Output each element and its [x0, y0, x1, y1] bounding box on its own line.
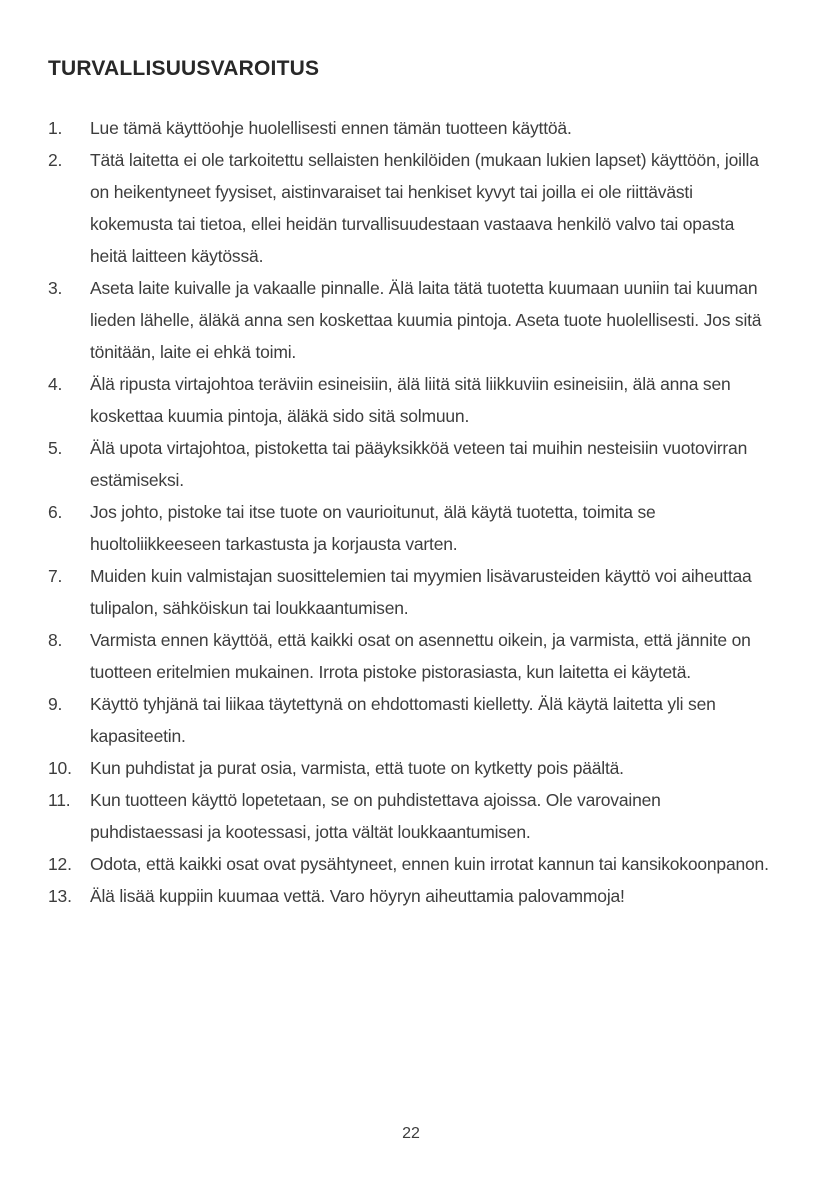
- list-item: [48, 368, 774, 432]
- list-item: [48, 432, 774, 496]
- list-item-text: Muiden kuin valmistajan suosittelemien tai myymien lisävarusteiden käyttö voi aiheuttaa tulipalon, sähköiskun tai loukkaantumisen.: [90, 566, 752, 618]
- list-item: [48, 560, 774, 624]
- page-title: TURVALLISUUSVAROITUS: [48, 57, 320, 80]
- list-item-number: 10.: [48, 758, 72, 778]
- safety-warning-list: [48, 112, 774, 912]
- page-content: [48, 56, 774, 912]
- list-item-text: Varmista ennen käyttöä, että kaikki osat on asennettu oikein, ja varmista, että jännite on tuotteen eritelmien mukainen. Irrota pistoke pistorasiasta, kun laitetta ei käytetä.: [90, 630, 751, 682]
- list-item: [48, 784, 774, 848]
- list-item: [48, 496, 774, 560]
- list-item-number: 11.: [48, 790, 71, 810]
- list-item-text: Älä ripusta virtajohtoa teräviin esineisiin, älä liitä sitä liikkuviin esineisiin, älä anna sen koskettaa kuumia pintoja, äläkä sido sitä solmuun.: [90, 374, 731, 426]
- list-item: [48, 112, 774, 144]
- list-item-number: 3.: [48, 278, 63, 298]
- list-item-text: Älä upota virtajohtoa, pistoketta tai pääyksikköä veteen tai muihin nesteisiin vuotovirran estämiseksi.: [90, 438, 748, 490]
- list-item: [48, 688, 774, 752]
- list-item-number: 2.: [48, 150, 63, 170]
- list-item-number: 1.: [48, 118, 63, 138]
- list-item-text: Kun puhdistat ja purat osia, varmista, että tuote on kytketty pois päältä.: [90, 758, 624, 778]
- list-item-text: Kun tuotteen käyttö lopetetaan, se on puhdistettava ajoissa. Ole varovainen puhdistaessasi ja kootessasi, jotta vältät loukkaantumisen.: [90, 790, 661, 842]
- list-item-number: 13.: [48, 886, 72, 906]
- list-item: [48, 624, 774, 688]
- list-item-text: Lue tämä käyttöohje huolellisesti ennen tämän tuotteen käyttöä.: [90, 118, 572, 138]
- list-item-text: Käyttö tyhjänä tai liikaa täytettynä on ehdottomasti kielletty. Älä käytä laitetta yli sen kapasiteetin.: [90, 694, 716, 746]
- list-item: [48, 752, 774, 784]
- list-item: [48, 848, 774, 880]
- list-item-number: 4.: [48, 374, 63, 394]
- list-item-number: 7.: [48, 566, 63, 586]
- list-item-number: 12.: [48, 854, 72, 874]
- list-item-number: 5.: [48, 438, 63, 458]
- list-item-text: Aseta laite kuivalle ja vakaalle pinnalle. Älä laita tätä tuotetta kuumaan uuniin tai kuuman lieden lähelle, äläkä anna sen koskettaa kuumia pintoja. Aseta tuote huolellisesti. Jos sitä tönitään, laite ei ehkä toimi.: [90, 278, 762, 362]
- list-item-number: 6.: [48, 502, 63, 522]
- list-item: [48, 272, 774, 368]
- list-item-number: 8.: [48, 630, 63, 650]
- list-item-text: Odota, että kaikki osat ovat pysähtyneet, ennen kuin irrotat kannun tai kansikokoonpanon.: [90, 854, 769, 874]
- list-item-text: Jos johto, pistoke tai itse tuote on vaurioitunut, älä käytä tuotetta, toimita se huoltoliikkeeseen tarkastusta ja korjausta varten.: [90, 502, 656, 554]
- list-item: [48, 144, 774, 272]
- list-item: [48, 880, 774, 912]
- list-item-text: Tätä laitetta ei ole tarkoitettu sellaisten henkilöiden (mukaan lukien lapset) käyttöön, joilla on heikentyneet fyysiset, aistinvaraiset tai henkiset kyvyt tai joilla ei ole riittävästi kokemusta tai tietoa, ellei heidän turvallisuudestaan vastaava henkilö valvo tai opasta heitä laitteen käytössä.: [90, 150, 759, 266]
- list-item-text: Älä lisää kuppiin kuumaa vettä. Varo höyryn aiheuttamia palovammoja!: [90, 886, 625, 906]
- page-number: 22: [402, 1125, 420, 1142]
- list-item-number: 9.: [48, 694, 63, 714]
